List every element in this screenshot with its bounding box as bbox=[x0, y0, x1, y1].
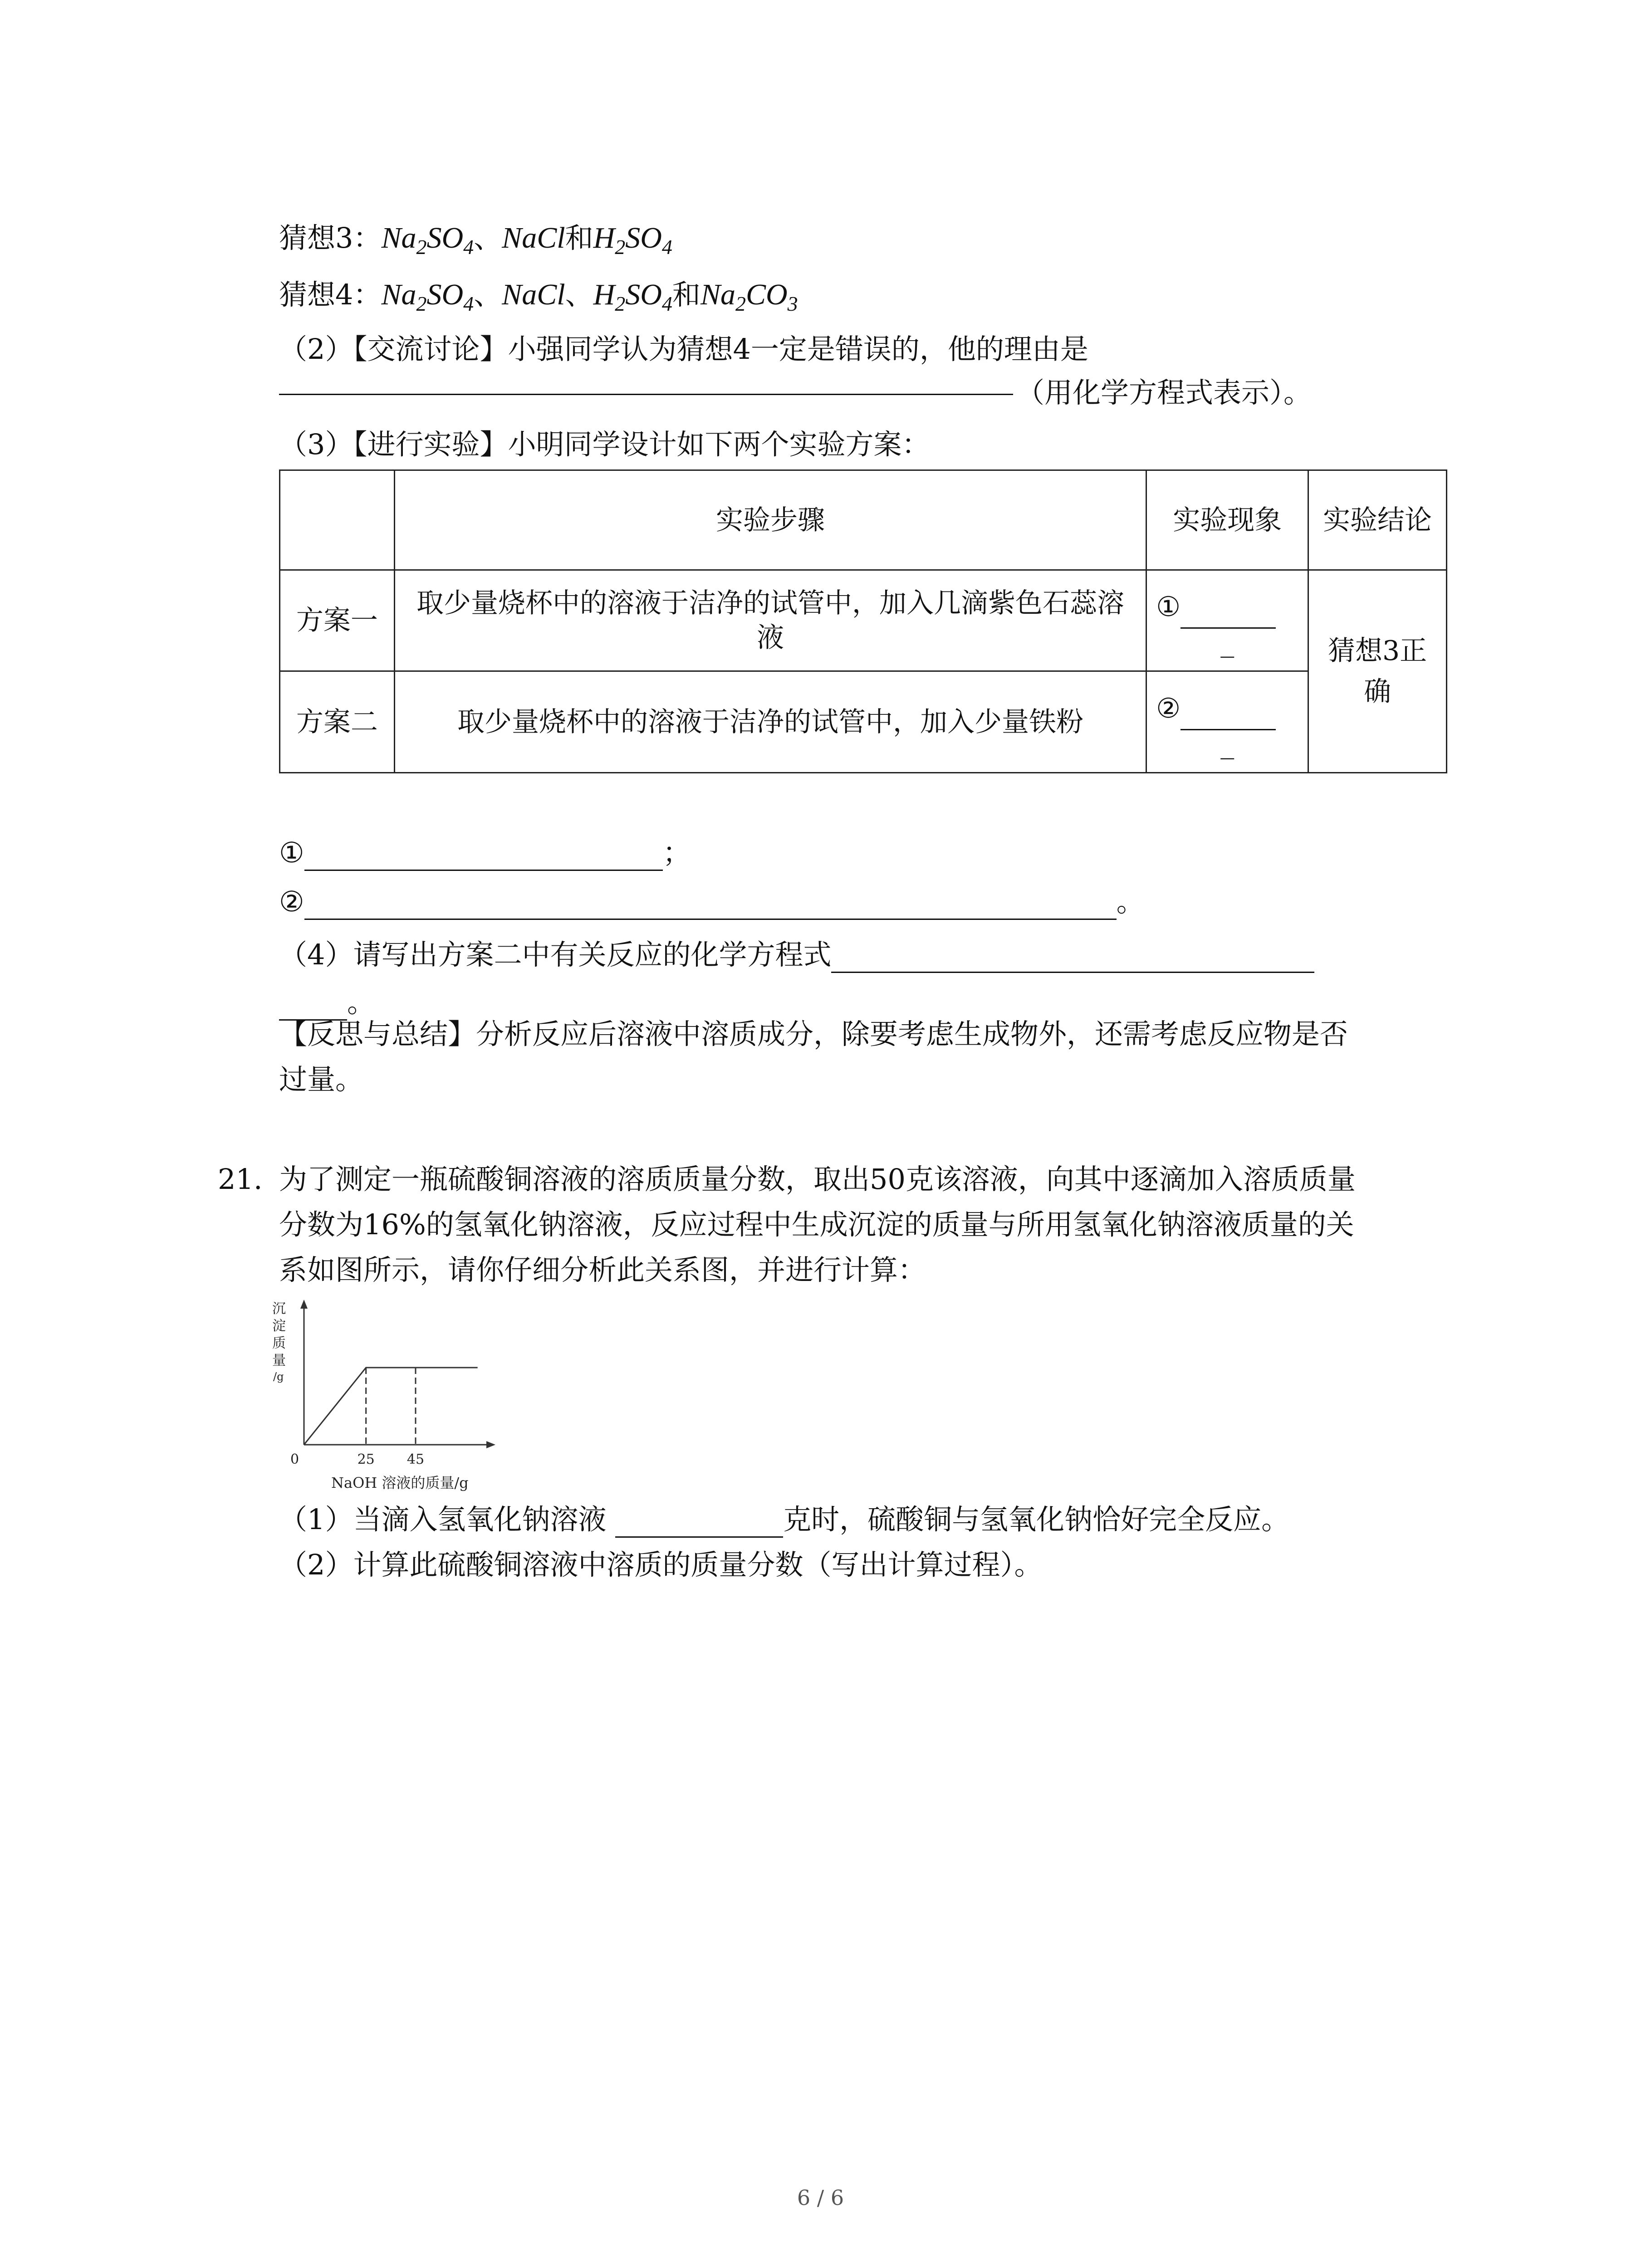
header-empty bbox=[280, 470, 395, 570]
circled-2: ② bbox=[1156, 692, 1181, 724]
question-21-sub-1-pre: （1）当滴入氢氧化钠溶液 bbox=[279, 1503, 607, 1536]
circled-2: ② bbox=[279, 885, 304, 918]
table-row bbox=[280, 570, 1447, 671]
reflection-line-1: 【反思与总结】分析反应后溶液中溶质成分，除要考虑生成物外，还需考虑反应物是否 bbox=[279, 1017, 1348, 1051]
guess-3-label: 猜想3： bbox=[279, 221, 382, 254]
separator: 和 bbox=[672, 278, 700, 311]
x-axis-arrow bbox=[486, 1441, 495, 1448]
plan-1-step: 取少量烧杯中的溶液于洁净的试管中，加入几滴紫色石蕊溶液 bbox=[394, 570, 1146, 671]
separator: 、 bbox=[565, 278, 593, 311]
question-21-sub-2: （2）计算此硫酸铜溶液中溶质的质量分数（写出计算过程）。 bbox=[279, 1548, 1043, 1581]
circled-1: ① bbox=[279, 836, 304, 869]
punct: ； bbox=[662, 836, 691, 869]
question-21-sub-1 bbox=[279, 1501, 1289, 1538]
dash: _ bbox=[1220, 728, 1234, 760]
phenomenon-blank-1[interactable] bbox=[1181, 600, 1276, 629]
guess-4 bbox=[279, 277, 798, 322]
y-label-char: 质 bbox=[272, 1335, 286, 1351]
separator: 、 bbox=[474, 278, 502, 311]
answer-blank-q2[interactable] bbox=[279, 394, 1013, 395]
answer-2 bbox=[279, 884, 1145, 920]
answer-blank-1[interactable] bbox=[304, 842, 663, 871]
question-2-text: （2）【交流讨论】小强同学认为猜想4一定是错误的，他的理由是 bbox=[279, 332, 1088, 366]
table-row bbox=[280, 671, 1447, 773]
y-label-char: 沉 bbox=[272, 1301, 286, 1317]
formula-nacl: NaCl bbox=[502, 221, 565, 254]
punct: 。 bbox=[1116, 885, 1145, 918]
circled-1: ① bbox=[1156, 591, 1181, 623]
formula-na2co3: $Na_2CO_3$ bbox=[700, 278, 798, 315]
precipitate-line bbox=[304, 1368, 478, 1445]
origin-label: 0 bbox=[290, 1452, 299, 1467]
question-21-line-1: 为了测定一瓶硫酸铜溶液的溶质质量分数，取出50克该溶液，向其中逐滴加入溶质质量 bbox=[279, 1163, 1356, 1196]
experiment-table bbox=[279, 469, 1447, 773]
y-axis-label bbox=[272, 1301, 286, 1383]
y-label-unit: /g bbox=[273, 1370, 284, 1383]
question-2-suffix: （用化学方程式表示）。 bbox=[1016, 376, 1312, 409]
question-4-continued bbox=[279, 984, 375, 1021]
plan-2-step: 取少量烧杯中的溶液于洁净的试管中，加入少量铁粉 bbox=[394, 671, 1146, 773]
y-label-char: 量 bbox=[272, 1353, 286, 1369]
question-2 bbox=[279, 331, 1088, 367]
header-conclusion: 实验结论 bbox=[1308, 470, 1447, 570]
guess-4-label: 猜想4： bbox=[279, 278, 382, 311]
punct: 。 bbox=[347, 986, 376, 1019]
header-phenomenon: 实验现象 bbox=[1146, 470, 1308, 570]
question-21-line-2: 分数为16%的氢氧化钠溶液，反应过程中生成沉淀的质量与所用氢氧化钠溶液质量的关 bbox=[279, 1208, 1354, 1241]
separator: 和 bbox=[565, 221, 593, 254]
question-21-sub-1-post: 克时，硫酸铜与氢氧化钠恰好完全反应。 bbox=[783, 1503, 1290, 1536]
formula-na2so4: $Na_2SO_4$ bbox=[381, 221, 474, 259]
question-4-text: （4）请写出方案二中有关反应的化学方程式 bbox=[279, 938, 832, 971]
precipitate-chart bbox=[263, 1295, 517, 1495]
y-label-char: 淀 bbox=[272, 1318, 286, 1334]
plan-1-phenomenon bbox=[1146, 570, 1308, 671]
answer-blank-21-1[interactable] bbox=[615, 1509, 783, 1538]
y-axis-arrow bbox=[300, 1300, 308, 1309]
table-header-row bbox=[280, 470, 1447, 570]
formula-na2so4: $Na_2SO_4$ bbox=[381, 278, 474, 315]
plan-1-name: 方案一 bbox=[280, 570, 395, 671]
plan-2-phenomenon bbox=[1146, 671, 1308, 773]
reflection-line-2: 过量。 bbox=[279, 1063, 364, 1096]
separator: 、 bbox=[474, 221, 502, 254]
phenomenon-blank-2[interactable] bbox=[1181, 702, 1276, 730]
plan-2-name: 方案二 bbox=[280, 671, 395, 773]
dash: _ bbox=[1220, 626, 1234, 658]
formula-h2so4: $H_2SO_4$ bbox=[593, 278, 672, 315]
formula-h2so4: $H_2SO_4$ bbox=[593, 221, 672, 259]
answer-1 bbox=[279, 835, 691, 871]
question-3: （3）【进行实验】小明同学设计如下两个实验方案： bbox=[279, 428, 930, 461]
x-tick-label-1: 25 bbox=[357, 1452, 375, 1467]
page-number: 6 / 6 bbox=[797, 2185, 844, 2210]
x-tick-label-2: 45 bbox=[407, 1452, 425, 1467]
header-steps: 实验步骤 bbox=[394, 470, 1146, 570]
guess-3 bbox=[279, 220, 672, 265]
answer-blank-2[interactable] bbox=[304, 891, 1117, 920]
conclusion-cell: 猜想3正确 bbox=[1308, 570, 1447, 773]
question-21-number: 21. bbox=[218, 1163, 263, 1196]
question-4 bbox=[279, 937, 1314, 973]
x-axis-label: NaOH 溶液的质量/g bbox=[331, 1474, 469, 1491]
formula-nacl: NaCl bbox=[502, 278, 565, 311]
question-21-line-3: 系如图所示，请你仔细分析此关系图，并进行计算： bbox=[279, 1253, 926, 1286]
answer-blank-q4-1[interactable] bbox=[831, 944, 1314, 973]
